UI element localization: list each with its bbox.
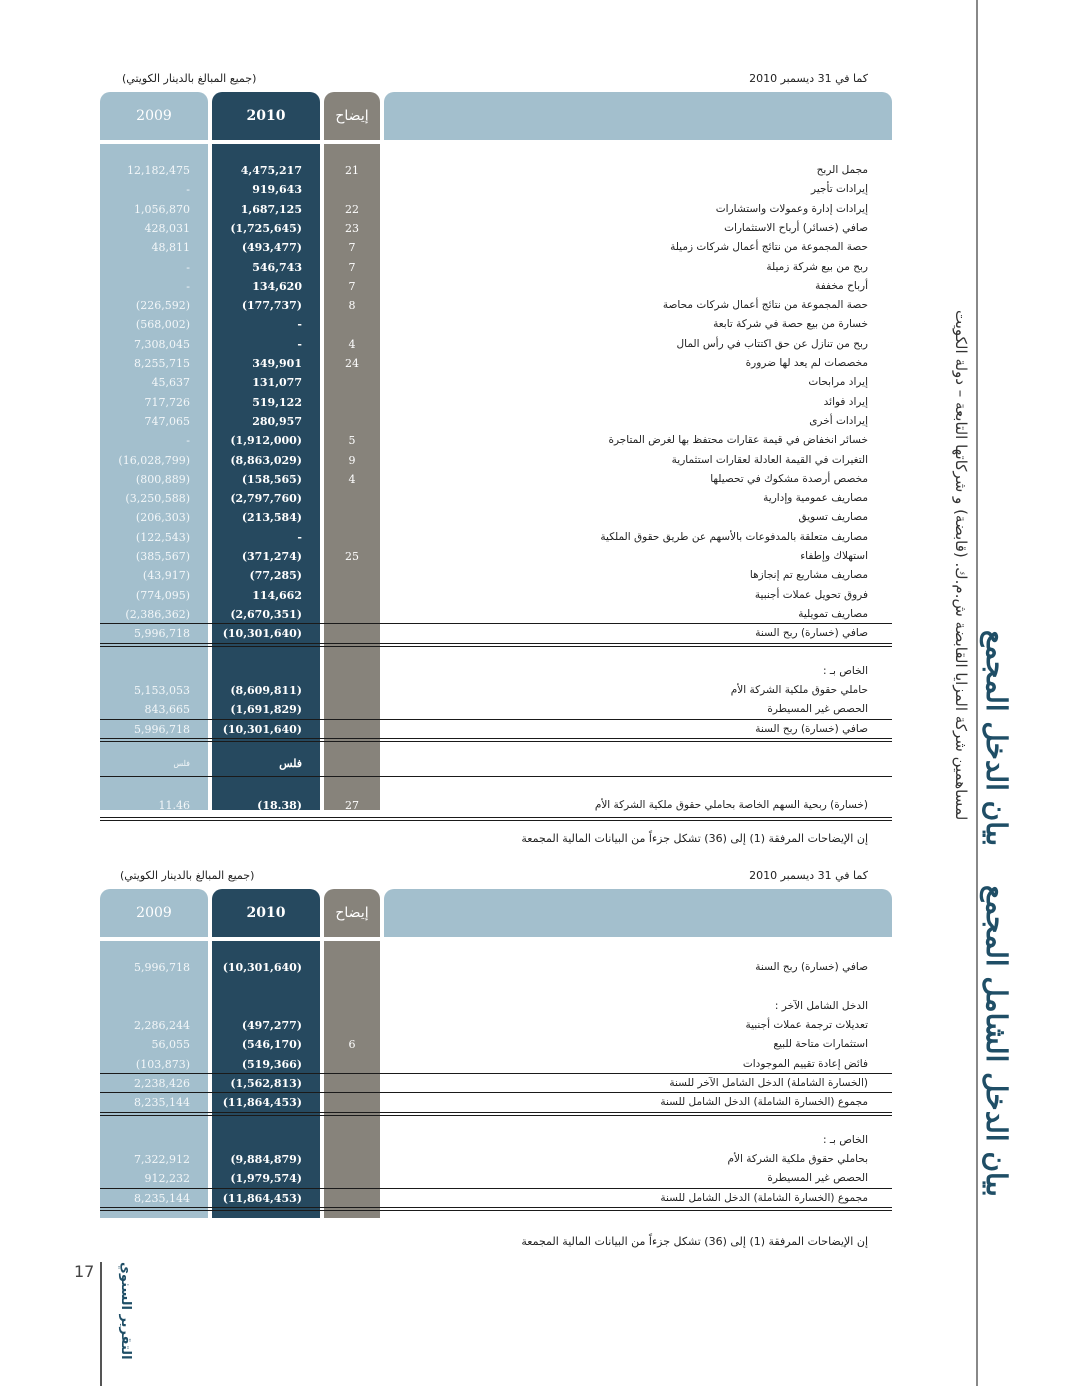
- row-value-2009: (385,567): [135, 550, 190, 563]
- row-note: 4: [348, 337, 356, 351]
- row-value-2009: 7,308,045: [134, 337, 190, 351]
- row-value-2009: 5,996,718: [134, 627, 190, 641]
- divider: [100, 817, 892, 818]
- row-note: 22: [345, 202, 359, 216]
- row-value-2009: -: [186, 183, 190, 197]
- row-value-2009: -: [186, 260, 190, 274]
- row-value-2009: 717,726: [144, 395, 190, 409]
- row-value-2009: (122,543): [135, 530, 190, 544]
- table-row: [100, 412, 892, 431]
- eps-row: [100, 796, 892, 815]
- section-label-text: الخاص بـ :: [823, 665, 868, 677]
- row-note: 8: [348, 299, 356, 313]
- row-label: استثمارات متاحة للبيع: [773, 1038, 868, 1051]
- row-value-2010: (213,584): [241, 511, 302, 525]
- left-border-line: [100, 1262, 102, 1386]
- row-value-2009: 48,811: [151, 241, 190, 255]
- row-value-2010: 546,743: [252, 260, 302, 274]
- table-row: [100, 624, 892, 643]
- row-value-2010: (1,912,000): [230, 434, 302, 448]
- row-value-2009: (16,028,799): [118, 453, 190, 467]
- row-label: خسارة من بيع حصة في شركة تابعة: [713, 318, 868, 331]
- row-label: مصاريف مشاريع تم إنجازها: [749, 569, 868, 582]
- row-label: إيراد مرابحات: [808, 376, 868, 389]
- currency-note: (جميع المبالغ بالدينار الكويتي): [122, 72, 257, 85]
- table-row: [100, 605, 892, 624]
- row-value-2010: (546,170): [241, 1038, 302, 1052]
- row-label: إيرادات إدارة وعمولات واستشارات: [715, 202, 868, 215]
- row-value-2010: (1,562,813): [230, 1076, 302, 1090]
- section-label: [100, 997, 892, 1016]
- row-value-2010: 919,643: [252, 183, 302, 197]
- row-note: 23: [345, 221, 359, 235]
- row-value-2009: -: [186, 279, 190, 293]
- row-label: مخصص أرصدة مشكوك في تحصيلها: [710, 472, 868, 485]
- table-row: [100, 296, 892, 315]
- row-value-2009: 7,322,912: [134, 1153, 190, 1166]
- row-label: مجموع (الخسارة الشاملة) الدخل الشامل للسنة: [660, 1191, 868, 1204]
- table-row: [100, 1150, 892, 1169]
- header-2009: 2009: [100, 889, 208, 937]
- divider: [100, 1112, 892, 1113]
- row-label: (خسارة) ربحية السهم الخاصة بحاملي حقوق ملكية الشركة الأم: [594, 799, 868, 811]
- row-label: مجمل الربح: [816, 164, 868, 176]
- row-value-2010: 4,475,217: [240, 164, 302, 177]
- table-row: [100, 393, 892, 412]
- table-row: [100, 489, 892, 508]
- row-label: مصاريف تمويلية: [798, 607, 868, 620]
- row-label: صافي (خسارة) ربح السنة: [755, 722, 868, 735]
- row-value-2009: 56,055: [151, 1038, 190, 1052]
- row-value-2010: (493,477): [241, 241, 302, 255]
- table-row: [100, 161, 892, 180]
- row-note: 21: [345, 164, 359, 177]
- fils-2010: فلس: [279, 757, 302, 770]
- row-label: الحصص غير المسيطرة: [767, 1172, 868, 1185]
- row-value-2009: -: [186, 434, 190, 448]
- row-value-2009: 428,031: [144, 221, 190, 235]
- table-row: [100, 700, 892, 719]
- table-row: [100, 258, 892, 277]
- table-row: [100, 219, 892, 238]
- row-label: تعديلات ترجمة عملات أجنبية: [745, 1019, 868, 1031]
- income-statement: [100, 72, 892, 845]
- row-value-2010: (519,366): [241, 1057, 302, 1071]
- row-value-2010: 134,620: [252, 279, 302, 293]
- divider: [100, 1210, 892, 1211]
- fils-2009: فلس: [173, 759, 190, 768]
- table-row: [100, 200, 892, 219]
- table-row: [100, 470, 892, 489]
- comprehensive-income-statement: [100, 869, 892, 1248]
- row-value-2010: 131,077: [252, 376, 302, 390]
- header-description: [384, 92, 892, 140]
- row-value-2009: 5,996,718: [134, 722, 190, 736]
- table-row: [100, 1169, 892, 1188]
- annual-report-logo: التقرير السنوي: [118, 1262, 133, 1360]
- row-value-2010: (11,864,453): [222, 1096, 302, 1110]
- table-row: [100, 1016, 892, 1035]
- row-label: ربح من تنازل عن حق اكتتاب في رأس المال: [676, 337, 868, 350]
- row-value-2010: (8,609,811): [230, 684, 302, 697]
- row-value-2010: (1,691,829): [230, 703, 302, 717]
- row-note: 7: [348, 279, 356, 293]
- row-value-2010: (9,884,879): [230, 1153, 302, 1166]
- row-value-2009: 5,996,718: [134, 961, 190, 974]
- row-value-2010: (10,301,640): [222, 961, 302, 974]
- side-subtitle: لمساهمين شركة المزايا القابضة ش.م.ك. (قابضة) و شركاتها التابعة – دولة الكويت: [952, 310, 970, 821]
- row-value-2009: 8,235,144: [134, 1191, 190, 1205]
- table-row: [100, 1093, 892, 1112]
- row-value-2010: 280,957: [252, 414, 302, 428]
- row-label: الحصص غير المسيطرة: [767, 703, 868, 716]
- side-title-income: بيان الدخل المجمع: [980, 630, 1013, 847]
- row-value-2009: 2,286,244: [134, 1019, 190, 1032]
- row-note: 6: [348, 1038, 356, 1052]
- row-label: حصة المجموعة من نتائج أعمال شركات زميلة: [670, 241, 868, 254]
- row-note: 5: [348, 434, 356, 448]
- row-value-2010: 349,901: [252, 357, 302, 370]
- row-label: إيراد فوائد: [823, 395, 868, 408]
- header-2010: 2010: [212, 92, 320, 140]
- table-row: [100, 528, 892, 547]
- divider: [100, 643, 892, 644]
- row-note: 9: [348, 453, 356, 467]
- header-2009: 2009: [100, 92, 208, 140]
- table-row: [100, 431, 892, 450]
- row-label: مخصصات لم يعد لها ضرورة: [745, 357, 868, 369]
- row-note: 27: [345, 799, 359, 812]
- divider: [100, 738, 892, 739]
- row-value-2009: (2,386,362): [125, 607, 190, 621]
- divider: [100, 820, 892, 821]
- row-value-2009: 1,056,870: [134, 202, 190, 216]
- row-value-2009: (206,303): [135, 511, 190, 525]
- row-value-2009: (43,917): [142, 569, 190, 583]
- row-value-2010: (158,565): [241, 472, 302, 486]
- table-row: [100, 1035, 892, 1054]
- row-note: 25: [345, 550, 359, 563]
- row-label: خسائر انخفاض في قيمة عقارات محتفظ بها لغرض المتاجرة: [608, 434, 868, 447]
- row-note: 7: [348, 260, 356, 274]
- row-value-2010: -: [297, 530, 302, 544]
- row-value-2010: 519,122: [252, 395, 302, 409]
- row-label: بحاملي حقوق ملكية الشركة الأم: [727, 1153, 868, 1165]
- notes-disclaimer: إن الإيضاحات المرفقة (1) إلى (36) تشكل جزءاً من البيانات المالية المجمعة: [521, 832, 868, 845]
- table-row: [100, 547, 892, 566]
- row-note: 4: [348, 472, 356, 486]
- row-value-2010: (8,863,029): [230, 453, 302, 467]
- row-label: مصاريف تسويق: [798, 511, 868, 524]
- row-value-2010: (18.38): [257, 799, 302, 812]
- table-row: [100, 373, 892, 392]
- row-label: صافي (خسارة) ربح السنة: [755, 627, 868, 640]
- divider: [100, 1207, 892, 1208]
- row-label: حاملي حقوق ملكية الشركة الأم: [730, 684, 868, 696]
- section-label: [100, 1131, 892, 1150]
- row-value-2010: 114,662: [252, 588, 302, 602]
- table-row: [100, 1074, 892, 1093]
- row-value-2009: 12,182,475: [127, 164, 190, 177]
- row-value-2009: 747,065: [144, 414, 190, 428]
- divider: [100, 776, 892, 777]
- net-row: [100, 958, 892, 977]
- row-value-2009: 45,637: [151, 376, 190, 390]
- table-row: [100, 681, 892, 700]
- row-label: إيرادات تأجير: [811, 183, 868, 196]
- table-row: [100, 238, 892, 257]
- row-value-2010: -: [297, 337, 302, 351]
- table-row: [100, 1189, 892, 1208]
- currency-unit-row: [100, 754, 892, 773]
- row-value-2010: (11,864,453): [222, 1191, 302, 1205]
- table-row: [100, 277, 892, 296]
- table-row: [100, 720, 892, 739]
- table-row: [100, 1055, 892, 1074]
- row-value-2009: (3,250,588): [125, 492, 190, 506]
- row-value-2009: 11.46: [158, 799, 190, 812]
- row-value-2010: (177,737): [241, 299, 302, 313]
- right-border-line: [976, 0, 978, 1386]
- row-note: 24: [345, 357, 359, 370]
- table-row: [100, 354, 892, 373]
- row-value-2009: 843,665: [144, 703, 190, 717]
- row-label: (الخسارة الشاملة) الدخل الشامل الآخر للسنة: [669, 1076, 868, 1089]
- row-value-2010: (2,670,351): [230, 607, 302, 621]
- row-note: 7: [348, 241, 356, 255]
- table-row: [100, 180, 892, 199]
- row-value-2009: (226,592): [135, 299, 190, 313]
- row-label: مصاريف عمومية وإدارية: [763, 492, 868, 505]
- row-label: ربح من بيع شركة زميلة: [766, 260, 868, 273]
- row-value-2009: (568,002): [135, 318, 190, 332]
- header-note: إيضاح: [324, 889, 380, 937]
- row-value-2009: 8,255,715: [134, 357, 190, 370]
- page-number: 17: [74, 1262, 95, 1281]
- row-label: حصة المجموعة من نتائج أعمال شركات محاصة: [662, 299, 868, 312]
- table-row: [100, 566, 892, 585]
- table-row: [100, 315, 892, 334]
- row-value-2010: (10,301,640): [222, 627, 302, 641]
- table-row: [100, 586, 892, 605]
- table-row: [100, 335, 892, 354]
- table-row: [100, 451, 892, 470]
- row-value-2010: (10,301,640): [222, 722, 302, 736]
- row-label: استهلاك وإطفاء: [800, 550, 868, 562]
- row-value-2009: 2,238,426: [134, 1076, 190, 1090]
- row-label: فائض إعادة تقييم الموجودات: [742, 1057, 868, 1070]
- row-value-2009: 8,235,144: [134, 1096, 190, 1110]
- notes-disclaimer: إن الإيضاحات المرفقة (1) إلى (36) تشكل جزءاً من البيانات المالية المجمعة: [521, 1235, 868, 1248]
- row-value-2009: (774,095): [135, 588, 190, 602]
- row-value-2010: (1,979,574): [230, 1172, 302, 1186]
- row-value-2010: (371,274): [241, 550, 302, 563]
- row-value-2010: (77,285): [249, 569, 302, 583]
- divider: [100, 741, 892, 742]
- row-label: مصاريف متعلقة بالمدفوعات بالأسهم عن طريق حقوق الملكية: [600, 530, 868, 543]
- row-label: صافي (خسارة) ربح السنة: [755, 961, 868, 973]
- row-value-2009: 5,153,053: [134, 684, 190, 697]
- divider: [100, 646, 892, 647]
- row-value-2010: -: [297, 318, 302, 332]
- row-label: إيرادات أخرى: [809, 414, 868, 427]
- row-value-2009: (800,889): [135, 472, 190, 486]
- section-label-text: الخاص بـ :: [823, 1134, 868, 1146]
- currency-note: (جميع المبالغ بالدينار الكويتي): [120, 869, 255, 882]
- row-label: التغيرات في القيمة العادلة لعقارات استثمارية: [671, 453, 868, 466]
- table-row: [100, 508, 892, 527]
- statement-date: كما في 31 ديسمبر 2010: [749, 869, 868, 882]
- row-value-2010: (1,725,645): [230, 221, 302, 235]
- row-value-2010: 1,687,125: [240, 202, 302, 216]
- header-description: [384, 889, 892, 937]
- row-value-2009: 912,232: [144, 1172, 190, 1186]
- side-title-comprehensive: بيان الدخل الشامل المجمع: [980, 885, 1013, 1197]
- row-label: أرباح مخففة: [815, 279, 868, 292]
- row-label: مجموع (الخسارة الشاملة) الدخل الشامل للسنة: [660, 1096, 868, 1109]
- section-label: [100, 662, 892, 681]
- section-label-text: الدخل الشامل الآخر :: [774, 1000, 868, 1012]
- header-note: إيضاح: [324, 92, 380, 140]
- row-label: صافي (خسائر) أرباح الاستثمارات: [724, 221, 868, 234]
- row-value-2010: (497,277): [241, 1019, 302, 1032]
- row-label: فروق تحويل عملات أجنبية: [754, 588, 868, 601]
- row-value-2010: (2,797,760): [230, 492, 302, 506]
- divider: [100, 1115, 892, 1116]
- statement-date: كما في 31 ديسمبر 2010: [749, 72, 868, 85]
- row-value-2009: (103,873): [135, 1057, 190, 1071]
- header-2010: 2010: [212, 889, 320, 937]
